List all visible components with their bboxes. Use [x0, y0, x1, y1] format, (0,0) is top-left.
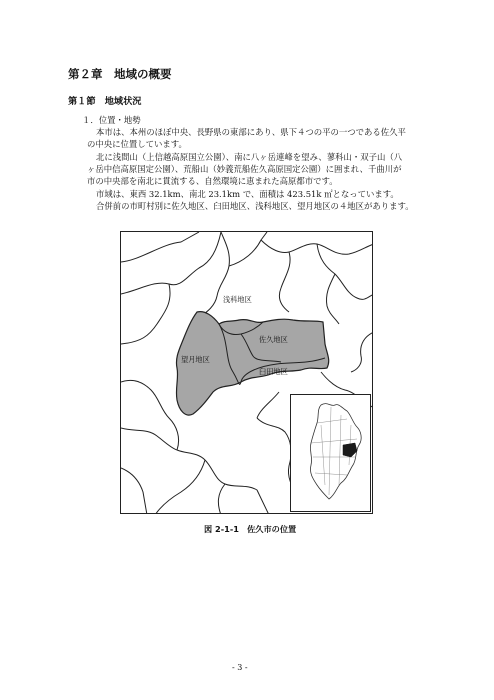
boundary-line [121, 284, 170, 344]
inset-prefecture-map [290, 394, 371, 512]
paragraph-line: 市の中央部を南北に貫流する、自然環境に恵まれた高原都市です。 [87, 176, 338, 186]
paragraph-line: の中央に位置しています。 [87, 139, 187, 149]
map-label-usuda: 臼田地区 [259, 367, 288, 376]
map-label-mochizuki: 望月地区 [181, 355, 210, 364]
boundary-line [155, 460, 205, 514]
boundary-line [326, 274, 339, 324]
page-number: - 3 - [232, 663, 248, 672]
section-title: 第１節 地域状況 [68, 96, 142, 107]
boundary-line [177, 450, 269, 514]
boundary-line [121, 232, 199, 262]
boundary-line [121, 428, 177, 450]
paragraph-line: 北に浅間山（上信越高原国立公園）、南に八ヶ岳連峰を望み、蓼科山・双子山（八 [96, 152, 403, 162]
inset-svg [291, 395, 372, 513]
paragraph-line: 本市は、本州のほぼ中央、長野県の東部にあり、県下４つの平の一つである佐久平 [96, 127, 406, 137]
chapter-title: 第２章 地域の概要 [68, 67, 172, 81]
boundary-line [121, 232, 221, 294]
boundary-line [257, 392, 279, 418]
boundary-line [121, 468, 147, 514]
paragraph-line: ヶ岳中信高原国定公園）、荒船山（妙義荒船佐久高原国定公園）に囲まれ、千曲川が [87, 164, 402, 174]
map-label-asashina: 浅科地区 [223, 295, 252, 304]
boundary-line [317, 244, 373, 299]
figure-caption: 図 2-1-1 佐久市の位置 [204, 524, 297, 534]
boundary-line [218, 484, 225, 514]
boundary-line [121, 380, 179, 450]
boundary-line [229, 232, 267, 266]
paragraph-line: 合併前の市町村別に佐久地区、臼田地区、浅科地区、望月地区の４地区があります。 [96, 201, 414, 211]
subsection-title: １．位置・地勢 [82, 115, 141, 125]
boundary-line [351, 332, 373, 372]
paragraph-line: 市域は、東西 32.1km、南北 23.1km で、面積は 423.51k ㎡となっています。 [96, 189, 399, 199]
boundary-line [279, 252, 290, 312]
map-label-saku: 佐久地区 [259, 335, 288, 344]
